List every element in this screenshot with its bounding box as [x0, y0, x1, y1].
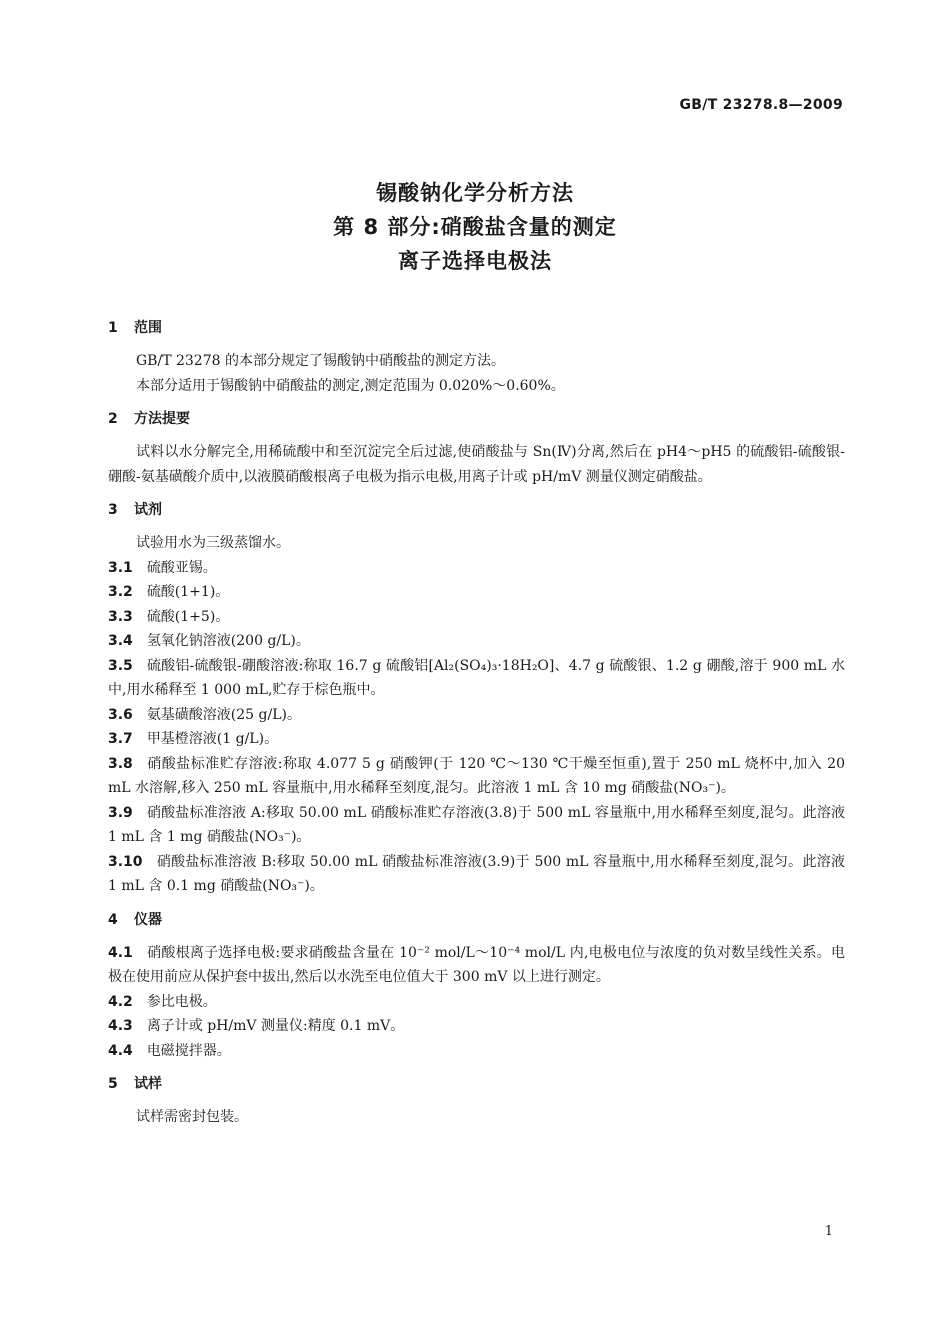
reagent-item	[108, 801, 845, 850]
item-text: 电磁搅拌器。	[146, 1042, 231, 1059]
item-number: 3.4	[108, 633, 133, 649]
document-body	[108, 315, 845, 1130]
instrument-item	[108, 941, 845, 990]
item-text: 硫酸铝-硫酸银-硼酸溶液:称取 16.7 g 硫酸铝[Al₂(SO₄)₃·18H₂O]、4.7 g 硫酸银、1.2 g 硼酸,溶于 900 mL 水中,用水稀释至 1 000 mL,贮存于棕色瓶中。	[108, 657, 845, 698]
item-text: 硫酸(1+5)。	[146, 608, 230, 625]
item-text: 离子计或 pH/mV 测量仪:精度 0.1 mV。	[146, 1018, 405, 1034]
item-text: 硝酸盐标准溶液 B:移取 50.00 mL 硝酸盐标准溶液(3.9)于 500 mL 容量瓶中,用水稀释至刻度,混匀。此溶液 1 mL 含 0.1 mg 硝酸盐(NO₃⁻)。	[108, 853, 845, 894]
reagents-intro: 试验用水为三级蒸馏水。	[136, 535, 290, 551]
section-title: 范围	[134, 320, 162, 336]
section-number: 5	[108, 1076, 118, 1092]
item-text: 硝酸根离子选择电极:要求硝酸盐含量在 10⁻² mol/L～10⁻⁴ mol/L 内,电极电位与浓度的负对数呈线性关系。电极在使用前应从保护套中拔出,然后以水洗至电位值大于 300 mV 以上进行测定。	[108, 944, 845, 985]
section-number: 4	[108, 911, 118, 928]
title-line-2: 第 8 部分:硝酸盐含量的测定	[333, 215, 617, 239]
section-heading-principle	[108, 406, 845, 432]
item-number: 4.3	[108, 1018, 133, 1034]
item-number: 3.2	[108, 584, 133, 600]
reagent-item	[108, 580, 845, 605]
item-text: 参比电极。	[146, 993, 217, 1010]
reagent-item	[108, 556, 845, 581]
reagent-item	[108, 629, 845, 654]
item-number: 3.6	[108, 706, 133, 723]
item-text: 氨基磺酸溶液(25 g/L)。	[146, 706, 301, 723]
section-number: 3	[108, 502, 118, 518]
instrument-item	[108, 1014, 845, 1039]
item-text: 甲基橙溶液(1 g/L)。	[146, 731, 279, 747]
item-text: 硫酸亚锡。	[146, 559, 217, 576]
reagent-item	[108, 850, 845, 899]
section-number: 1	[108, 320, 118, 336]
item-number: 3.5	[108, 657, 133, 674]
section-title: 方法提要	[134, 411, 190, 427]
scope-paragraph-2: 本部分适用于锡酸钠中硝酸盐的测定,测定范围为 0.020%～0.60%。	[136, 377, 565, 394]
section-heading-scope	[108, 315, 845, 341]
page-number: 1	[824, 1224, 833, 1239]
item-number: 4.4	[108, 1042, 133, 1059]
section-title: 试剂	[134, 502, 162, 518]
principle-paragraph: 试料以水分解完全,用稀硫酸中和至沉淀完全后过滤,使硝酸盐与 Sn(Ⅳ)分离,然后在 pH4～pH5 的硫酸铝-硫酸银-硼酸-氨基磺酸介质中,以液膜硝酸根离子电极为指示电极,用离子计或 pH/mV 测量仪测定硝酸盐。	[108, 444, 845, 485]
item-number: 4.1	[108, 944, 133, 961]
document-title	[0, 176, 950, 278]
title-line-1: 锡酸钠化学分析方法	[376, 181, 574, 205]
reagent-item	[108, 654, 845, 703]
instrument-item	[108, 990, 845, 1015]
instrument-item	[108, 1039, 845, 1064]
title-line-3: 离子选择电极法	[398, 249, 552, 273]
item-number: 3.8	[108, 755, 133, 772]
section-number: 2	[108, 411, 118, 427]
item-text: 硫酸(1+1)。	[146, 584, 230, 600]
reagent-item	[108, 727, 845, 752]
reagent-item	[108, 752, 845, 801]
reagent-item	[108, 605, 845, 630]
item-number: 3.9	[108, 804, 133, 821]
section-heading-instruments	[108, 907, 845, 933]
section-title: 仪器	[134, 911, 162, 928]
item-number: 3.7	[108, 731, 133, 747]
item-number: 3.1	[108, 559, 133, 576]
reagent-item	[108, 703, 845, 728]
item-number: 3.3	[108, 608, 133, 625]
item-number: 3.10	[108, 853, 143, 870]
item-text: 硝酸盐标准溶液 A:移取 50.00 mL 硝酸标准贮存溶液(3.8)于 500 mL 容量瓶中,用水稀释至刻度,混匀。此溶液 1 mL 含 1 mg 硝酸盐(NO₃⁻)。	[108, 804, 845, 845]
item-text: 硝酸盐标准贮存溶液:称取 4.077 5 g 硝酸钾(于 120 ℃～130 ℃干燥至恒重),置于 250 mL 烧杯中,加入 20 mL 水溶解,移入 250 mL 容量瓶中,用水稀释至刻度,混匀。此溶液 1 mL 含 10 mg 硝酸盐(NO₃⁻)。	[108, 755, 845, 796]
standard-code: GB/T 23278.8—2009	[679, 97, 843, 113]
section-heading-reagents	[108, 497, 845, 523]
sample-paragraph: 试样需密封包装。	[136, 1109, 248, 1125]
section-heading-sample	[108, 1071, 845, 1097]
scope-paragraph-1: GB/T 23278 的本部分规定了锡酸钠中硝酸盐的测定方法。	[136, 353, 505, 369]
section-title: 试样	[134, 1076, 162, 1092]
item-number: 4.2	[108, 993, 133, 1010]
item-text: 氢氧化钠溶液(200 g/L)。	[146, 633, 310, 649]
